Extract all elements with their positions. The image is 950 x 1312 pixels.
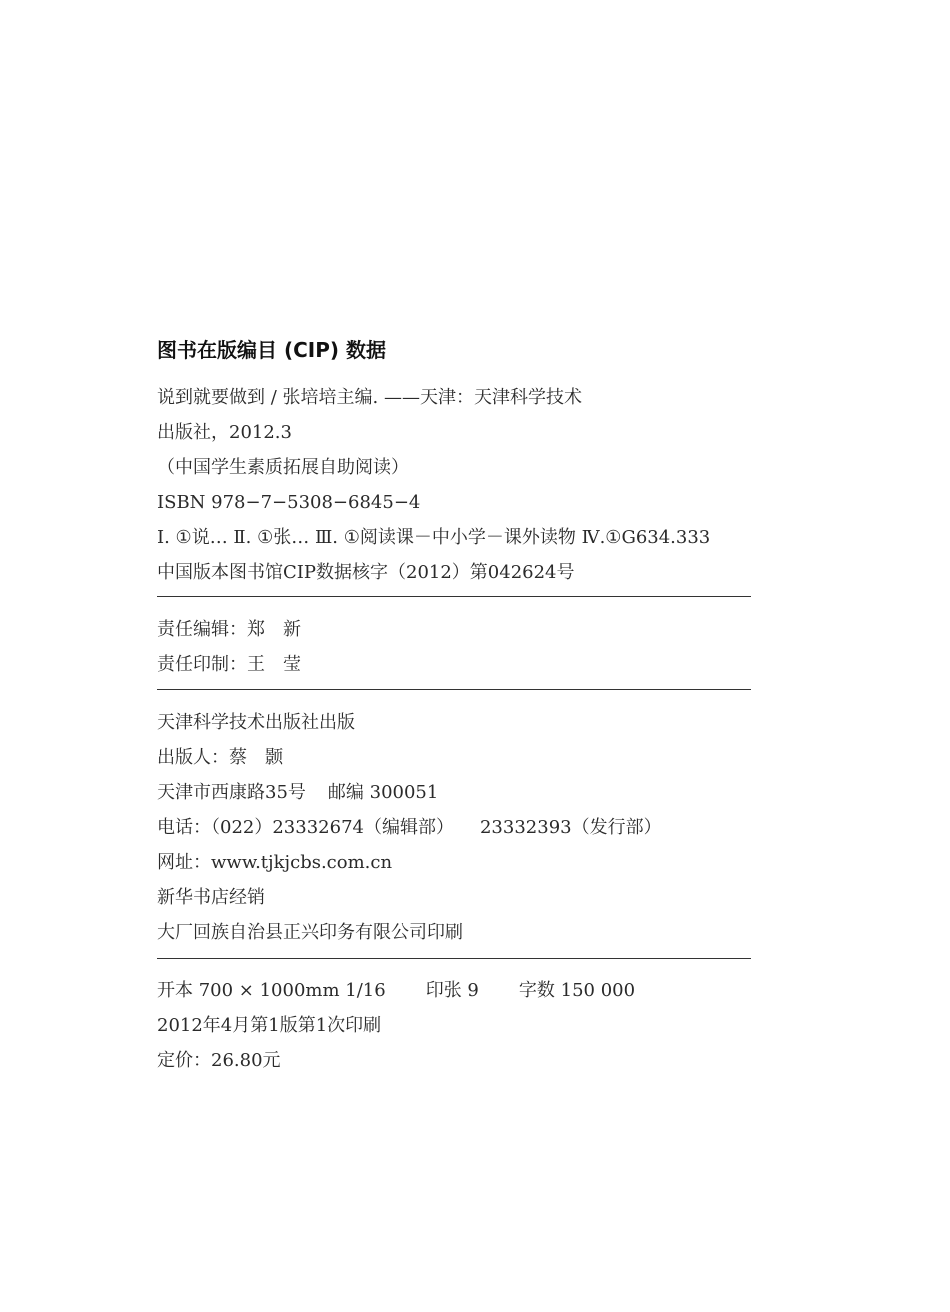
edition-line: 2012年4月第1版第1次印刷 xyxy=(157,1015,382,1036)
format-spec: 开本 700 × 1000mm 1/16 xyxy=(157,980,386,1001)
phone-label: 电话： xyxy=(157,817,211,838)
cip-line-publisher-date: 出版社，2012.3 xyxy=(157,422,292,443)
publisher-person-label: 出版人： xyxy=(157,747,229,768)
responsible-editor-label: 责任编辑： xyxy=(157,619,247,640)
website-line xyxy=(157,845,751,880)
price-value: 26.80元 xyxy=(211,1050,281,1071)
responsible-editor-line xyxy=(157,612,751,647)
divider xyxy=(157,689,751,690)
responsible-print-label: 责任印制： xyxy=(157,654,247,675)
phone-distribution: 23332393（发行部） xyxy=(479,817,662,838)
publisher-person-name: 蔡 颢 xyxy=(229,747,283,768)
cip-line-series: （中国学生素质拓展自助阅读） xyxy=(157,457,409,478)
price-label: 定价： xyxy=(157,1050,211,1071)
phone-editorial: （022）23332674（编辑部） xyxy=(211,817,454,838)
copyright-page xyxy=(157,336,751,1078)
website-label: 网址： xyxy=(157,852,211,873)
cip-line-classification: Ⅰ. ①说… Ⅱ. ①张… Ⅲ. ①阅读课－中小学－课外读物 Ⅳ.①G634.333 xyxy=(157,527,711,548)
divider xyxy=(157,958,751,959)
publisher-block xyxy=(157,705,751,950)
cip-line-isbn: ISBN 978−7−5308−6845−4 xyxy=(157,492,421,513)
responsible-print-name: 王 莹 xyxy=(247,654,301,675)
divider xyxy=(157,596,751,597)
cip-line-title-author: 说到就要做到 / 张培培主编. ——天津：天津科学技术 xyxy=(157,387,582,408)
publisher-person-line xyxy=(157,740,751,775)
responsible-editor-name: 郑 新 xyxy=(247,619,301,640)
address-line xyxy=(157,775,751,810)
editors-block xyxy=(157,612,751,682)
publisher-name-line: 天津科学技术出版社出版 xyxy=(157,712,355,733)
cip-line-record-number: 中国版本图书馆CIP数据核字（2012）第042624号 xyxy=(157,562,575,583)
sheets-spec: 印张 9 xyxy=(425,980,479,1001)
address: 天津市西康路35号 xyxy=(157,782,306,803)
specs-block xyxy=(157,973,751,1078)
phone-line xyxy=(157,810,751,845)
postcode: 邮编 300051 xyxy=(327,782,439,803)
cip-data-block xyxy=(157,380,751,590)
printer-line: 大厂回族自治县正兴印务有限公司印刷 xyxy=(157,922,463,943)
format-line xyxy=(157,973,751,1008)
responsible-print-line xyxy=(157,647,751,682)
cip-title: 图书在版编目 (CIP) 数据 xyxy=(157,338,386,362)
distributor-line: 新华书店经销 xyxy=(157,887,265,908)
words-spec: 字数 150 000 xyxy=(518,980,636,1001)
price-line xyxy=(157,1043,751,1078)
website-url: www.tjkjcbs.com.cn xyxy=(211,852,393,873)
